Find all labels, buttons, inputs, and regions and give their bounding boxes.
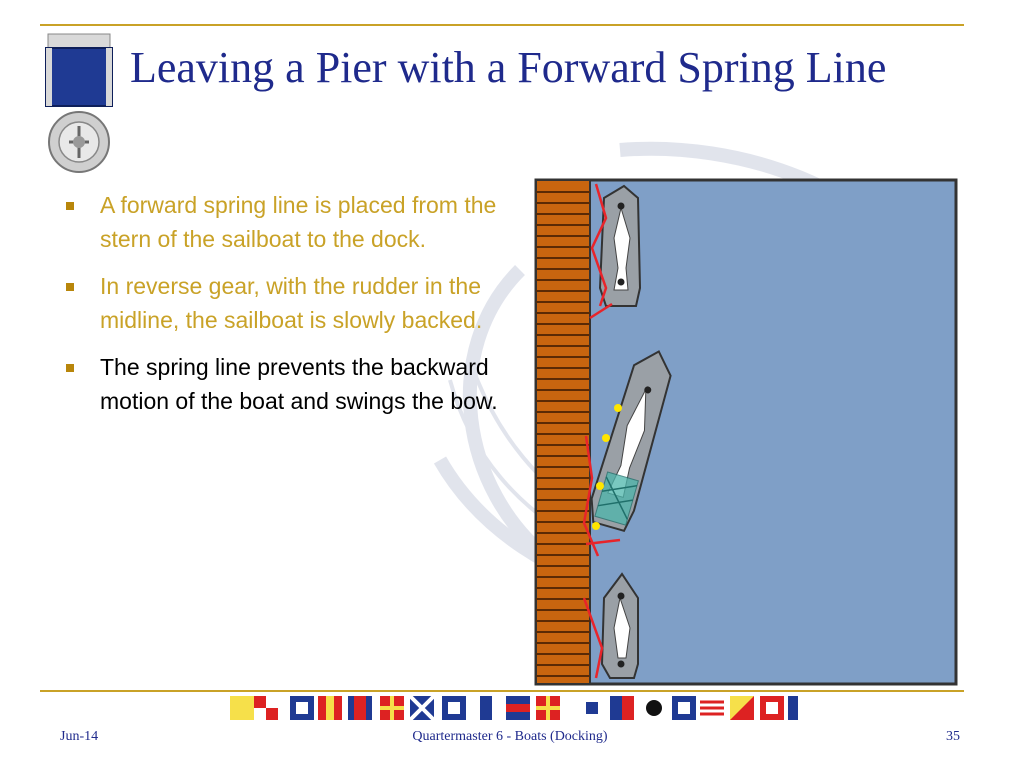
footer-title: Quartermaster 6 - Boats (Docking) bbox=[412, 729, 608, 744]
page-number: 35 bbox=[946, 729, 960, 744]
medal-icon bbox=[40, 30, 120, 180]
bullet-marker-icon bbox=[66, 283, 74, 291]
top-rule bbox=[40, 24, 964, 26]
bottom-rule bbox=[40, 690, 964, 692]
docking-diagram bbox=[534, 178, 958, 688]
dock-pier bbox=[536, 180, 590, 684]
bullet-item bbox=[60, 269, 520, 337]
bullet-text: A forward spring line is placed from the stern of the sailboat to the dock. bbox=[100, 192, 497, 252]
signal-flags-icon bbox=[230, 694, 800, 722]
page-title: Leaving a Pier with a Forward Spring Line bbox=[130, 43, 887, 92]
footer-date: Jun-14 bbox=[60, 729, 99, 744]
bullet-text: The spring line prevents the backward motion of the boat and swings the bow. bbox=[100, 354, 498, 414]
bullet-marker-icon bbox=[66, 364, 74, 372]
bullet-list bbox=[60, 188, 520, 431]
bullet-item bbox=[60, 350, 520, 418]
bullet-text: In reverse gear, with the rudder in the midline, the sailboat is slowly backed. bbox=[100, 273, 483, 333]
bullet-marker-icon bbox=[66, 202, 74, 210]
water-area bbox=[536, 180, 956, 684]
bullet-item bbox=[60, 188, 520, 256]
